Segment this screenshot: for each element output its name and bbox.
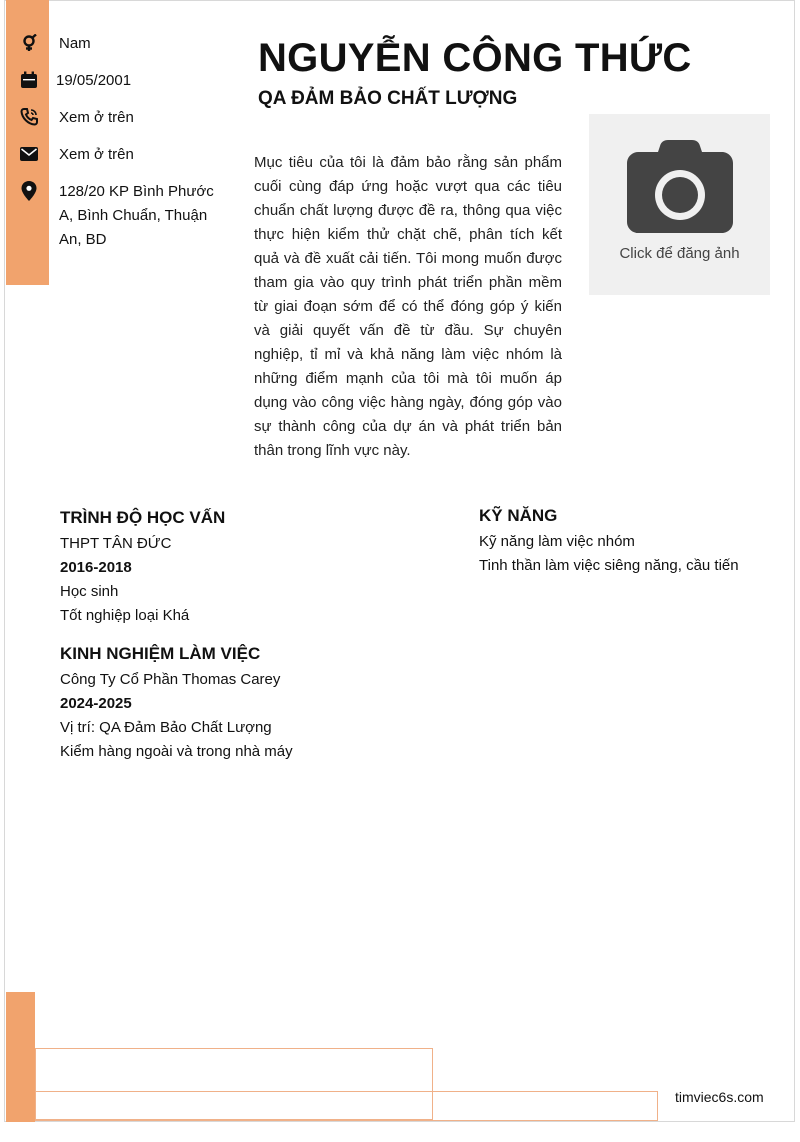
experience-position: Vị trí: QA Đảm Bảo Chất Lượng	[60, 719, 272, 736]
location-pin-icon	[16, 180, 42, 202]
email-icon	[16, 143, 42, 165]
calendar-icon	[16, 69, 42, 91]
education-school: THPT TÂN ĐỨC	[60, 535, 172, 552]
experience-period: 2024-2025	[60, 695, 132, 712]
footer-accent-bar	[6, 992, 35, 1122]
contact-gender	[16, 32, 91, 56]
contact-address	[16, 180, 225, 252]
career-objective: Mục tiêu của tôi là đảm bảo rằng sản phẩm cuối cùng đáp ứng hoặc vượt qua các tiêu chuẩn chất lượng được đề ra, thông qua việc thực hiện kiểm thử chặt chẽ, phân tích kết quả và đề xuất cải tiến. Tôi mong muốn được tham gia vào quy trình phát triển phần mềm từ giai đoạn sớm để có thể đóng góp ý kiến và giải quyết vấn đề từ đầu. Sự chuyên nghiệp, tỉ mỉ và khả năng làm việc nhóm là những điểm mạnh của tôi mà tôi muốn áp dụng vào công việc hàng ngày, đóng góp vào sự thành công của dự án và phát triển bản thân trong lĩnh vực này.	[254, 154, 562, 459]
phone-icon	[16, 106, 42, 128]
email-value: Xem ở trên	[59, 146, 134, 163]
birthday-value: 19/05/2001	[56, 72, 132, 89]
phone-value: Xem ở trên	[59, 109, 134, 126]
address-value: 128/20 KP Bình Phước A, Bình Chuẩn, Thuận An, BD	[59, 183, 214, 248]
brand-watermark: timviec6s.com	[675, 1089, 764, 1105]
photo-upload[interactable]	[589, 114, 770, 295]
experience-description: Kiểm hàng ngoài và trong nhà máy	[60, 743, 293, 760]
experience-title: KINH NGHIỆM LÀM VIỆC	[60, 644, 261, 663]
camera-icon	[626, 140, 734, 239]
gender-value: Nam	[59, 35, 91, 52]
skill-item: Tinh thần làm việc siêng năng, cầu tiến	[479, 557, 739, 574]
education-title: TRÌNH ĐỘ HỌC VẤN	[60, 508, 226, 527]
candidate-role: QA ĐẢM BẢO CHẤT LƯỢNG	[258, 88, 518, 109]
photo-caption: Click để đăng ảnh	[619, 245, 740, 262]
contact-email	[16, 143, 134, 167]
gender-icon	[16, 32, 42, 54]
education-major: Học sinh	[60, 583, 119, 600]
footer-outline-strip	[35, 1091, 658, 1121]
skills-title: KỸ NĂNG	[479, 506, 558, 525]
experience-company: Công Ty Cổ Phần Thomas Carey	[60, 671, 281, 688]
candidate-name: NGUYỄN CÔNG THỨC	[258, 36, 692, 80]
contact-birthday	[16, 69, 131, 93]
education-period: 2016-2018	[60, 559, 132, 576]
contact-phone	[16, 106, 134, 130]
skill-item: Kỹ năng làm việc nhóm	[479, 533, 635, 550]
education-note: Tốt nghiệp loại Khá	[60, 607, 190, 624]
